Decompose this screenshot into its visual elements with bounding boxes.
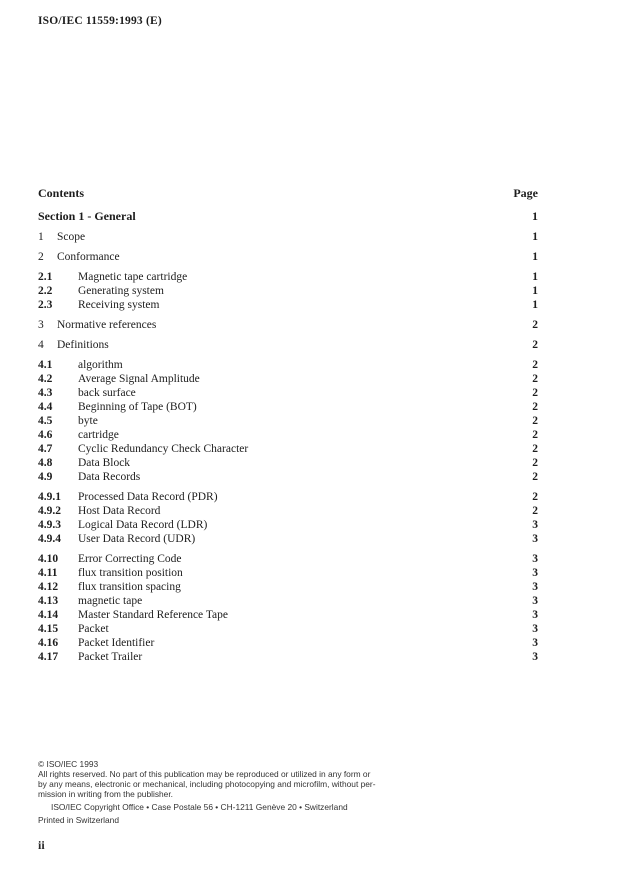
toc-group xyxy=(38,230,538,244)
toc-row xyxy=(38,358,538,372)
toc-entry-number: 4.9.1 xyxy=(38,491,61,503)
toc-entry-number: 4.6 xyxy=(38,429,53,441)
toc-entry-number: 4.16 xyxy=(38,637,59,649)
toc-entry-title: Master Standard Reference Tape xyxy=(78,609,229,621)
toc-entry-page: 2 xyxy=(532,491,538,503)
toc-group xyxy=(38,358,538,484)
toc-entry-title: flux transition spacing xyxy=(78,581,181,593)
toc-entry-title: flux transition position xyxy=(78,567,183,579)
toc-entry-page: 3 xyxy=(532,519,538,531)
toc-row xyxy=(38,490,538,504)
toc-entry-number: 4 xyxy=(38,339,44,351)
toc-row xyxy=(38,318,538,332)
toc-row xyxy=(38,372,538,386)
toc-row xyxy=(38,532,538,546)
toc-entry-page: 2 xyxy=(532,505,538,517)
toc-entry-number: 4.2 xyxy=(38,373,53,385)
toc-row xyxy=(38,650,538,664)
toc-row xyxy=(38,428,538,442)
toc-row xyxy=(38,442,538,456)
toc-entry-page: 3 xyxy=(532,595,538,607)
toc-entry-page: 3 xyxy=(532,609,538,621)
copyright-block xyxy=(38,759,448,825)
toc-row xyxy=(38,594,538,608)
toc-entry-page: 2 xyxy=(532,443,538,455)
toc-row xyxy=(38,504,538,518)
contents-heading: Contents xyxy=(38,186,85,200)
toc-entry-number: 4.14 xyxy=(38,609,59,621)
toc-row xyxy=(38,250,538,264)
toc-entry-page: 2 xyxy=(532,457,538,469)
toc-group xyxy=(38,338,538,352)
toc-entry-page: 3 xyxy=(532,651,538,663)
toc-section-page: 1 xyxy=(532,209,538,223)
toc-entry-page: 2 xyxy=(532,415,538,427)
toc-header-row xyxy=(38,186,538,200)
toc-entry-page: 2 xyxy=(532,387,538,399)
toc-entry-number: 4.1 xyxy=(38,359,53,371)
toc-entry-number: 4.8 xyxy=(38,457,53,469)
toc-entry-title: Cyclic Redundancy Check Character xyxy=(78,443,249,455)
toc-entry-number: 1 xyxy=(38,231,44,243)
toc-entry-title: Processed Data Record (PDR) xyxy=(78,491,218,503)
rights-line: by any means, electronic or mechanical, including photocopying and microfilm, without per- xyxy=(38,779,376,789)
toc-entry-title: algorithm xyxy=(78,359,123,371)
toc-row xyxy=(38,566,538,580)
toc-entry-title: Host Data Record xyxy=(78,505,161,517)
toc-entry-title: Average Signal Amplitude xyxy=(78,373,200,385)
toc-group xyxy=(38,318,538,332)
toc-entry-number: 4.12 xyxy=(38,581,59,593)
toc-entry-title: Data Records xyxy=(78,471,141,483)
toc-section-heading xyxy=(38,209,538,223)
toc-group xyxy=(38,250,538,264)
toc-entry-page: 1 xyxy=(532,271,538,283)
copyright-line: © ISO/IEC 1993 xyxy=(38,759,99,769)
toc-entry-page: 3 xyxy=(532,581,538,593)
toc-row xyxy=(38,518,538,532)
toc-entry-number: 4.5 xyxy=(38,415,53,427)
toc-group xyxy=(38,490,538,546)
toc-entry-page: 2 xyxy=(532,373,538,385)
toc-row xyxy=(38,400,538,414)
toc-entry-title: Packet Identifier xyxy=(78,637,155,649)
toc-entry-title: Scope xyxy=(57,231,86,243)
toc-entry-title: byte xyxy=(78,415,98,427)
toc-entry-title: back surface xyxy=(78,387,136,399)
toc-section-label: Section 1 - General xyxy=(38,209,136,223)
toc-group xyxy=(38,270,538,312)
printed-in-line: Printed in Switzerland xyxy=(38,815,119,825)
toc-row xyxy=(38,470,538,484)
toc-entry-title: Packet Trailer xyxy=(78,651,143,663)
toc-row xyxy=(38,636,538,650)
toc-entry-number: 4.13 xyxy=(38,595,59,607)
toc-row xyxy=(38,284,538,298)
toc-entry-number: 4.17 xyxy=(38,651,59,663)
toc-entry-title: cartridge xyxy=(78,429,119,441)
toc-entry-number: 4.4 xyxy=(38,401,53,413)
toc-entry-page: 2 xyxy=(532,471,538,483)
page-column-label: Page xyxy=(513,186,538,200)
toc-entry-title: Definitions xyxy=(57,339,109,351)
toc-entry-page: 3 xyxy=(532,637,538,649)
toc-entries xyxy=(38,230,538,664)
toc-entry-title: Packet xyxy=(78,623,109,635)
document-id: ISO/IEC 11559:1993 (E) xyxy=(38,15,162,27)
toc-entry-number: 4.9 xyxy=(38,471,53,483)
toc-entry-page: 1 xyxy=(532,285,538,297)
toc-entry-page: 3 xyxy=(532,567,538,579)
toc-entry-number: 2 xyxy=(38,251,44,263)
toc-entry-number: 4.9.3 xyxy=(38,519,61,531)
toc-row xyxy=(38,338,538,352)
toc-entry-page: 1 xyxy=(532,299,538,311)
toc-row xyxy=(38,456,538,470)
table-of-contents xyxy=(38,186,538,670)
toc-entry-number: 4.3 xyxy=(38,387,53,399)
toc-entry-number: 2.2 xyxy=(38,285,53,297)
toc-entry-title: Receiving system xyxy=(78,299,160,311)
toc-entry-number: 4.11 xyxy=(38,567,58,579)
toc-row xyxy=(38,580,538,594)
page-number: ii xyxy=(38,838,45,852)
toc-entry-page: 3 xyxy=(532,553,538,565)
toc-row xyxy=(38,230,538,244)
toc-row xyxy=(38,298,538,312)
toc-entry-page: 2 xyxy=(532,359,538,371)
toc-entry-number: 3 xyxy=(38,319,44,331)
toc-entry-number: 2.1 xyxy=(38,271,53,283)
toc-entry-number: 2.3 xyxy=(38,299,53,311)
toc-row xyxy=(38,552,538,566)
toc-entry-title: Beginning of Tape (BOT) xyxy=(78,401,197,413)
toc-entry-number: 4.9.2 xyxy=(38,505,61,517)
toc-entry-page: 1 xyxy=(532,231,538,243)
toc-entry-number: 4.10 xyxy=(38,553,59,565)
toc-entry-title: magnetic tape xyxy=(78,595,143,607)
toc-entry-page: 1 xyxy=(532,251,538,263)
toc-entry-page: 2 xyxy=(532,339,538,351)
toc-entry-title: Error Correcting Code xyxy=(78,553,182,565)
toc-entry-number: 4.15 xyxy=(38,623,59,635)
toc-entry-page: 2 xyxy=(532,429,538,441)
rights-line: All rights reserved. No part of this publication may be reproduced or utilized in any form or xyxy=(38,769,371,779)
toc-entry-page: 3 xyxy=(532,533,538,545)
toc-entry-title: Normative references xyxy=(57,319,157,331)
rights-line: mission in writing from the publisher. xyxy=(38,789,173,799)
toc-entry-page: 3 xyxy=(532,623,538,635)
toc-entry-title: Logical Data Record (LDR) xyxy=(78,519,208,531)
toc-entry-title: Magnetic tape cartridge xyxy=(78,271,188,283)
toc-row xyxy=(38,270,538,284)
toc-row xyxy=(38,608,538,622)
toc-row xyxy=(38,622,538,636)
toc-entry-number: 4.9.4 xyxy=(38,533,61,545)
copyright-office-address: ISO/IEC Copyright Office • Case Postale 56 • CH-1211 Genève 20 • Switzerland xyxy=(51,802,348,812)
toc-entry-title: Data Block xyxy=(78,457,131,469)
toc-row xyxy=(38,414,538,428)
toc-entry-title: User Data Record (UDR) xyxy=(78,533,196,545)
toc-entry-title: Conformance xyxy=(57,251,120,263)
toc-entry-page: 2 xyxy=(532,319,538,331)
toc-entry-number: 4.7 xyxy=(38,443,53,455)
toc-entry-title: Generating system xyxy=(78,285,164,297)
toc-entry-page: 2 xyxy=(532,401,538,413)
toc-group xyxy=(38,552,538,664)
toc-row xyxy=(38,386,538,400)
